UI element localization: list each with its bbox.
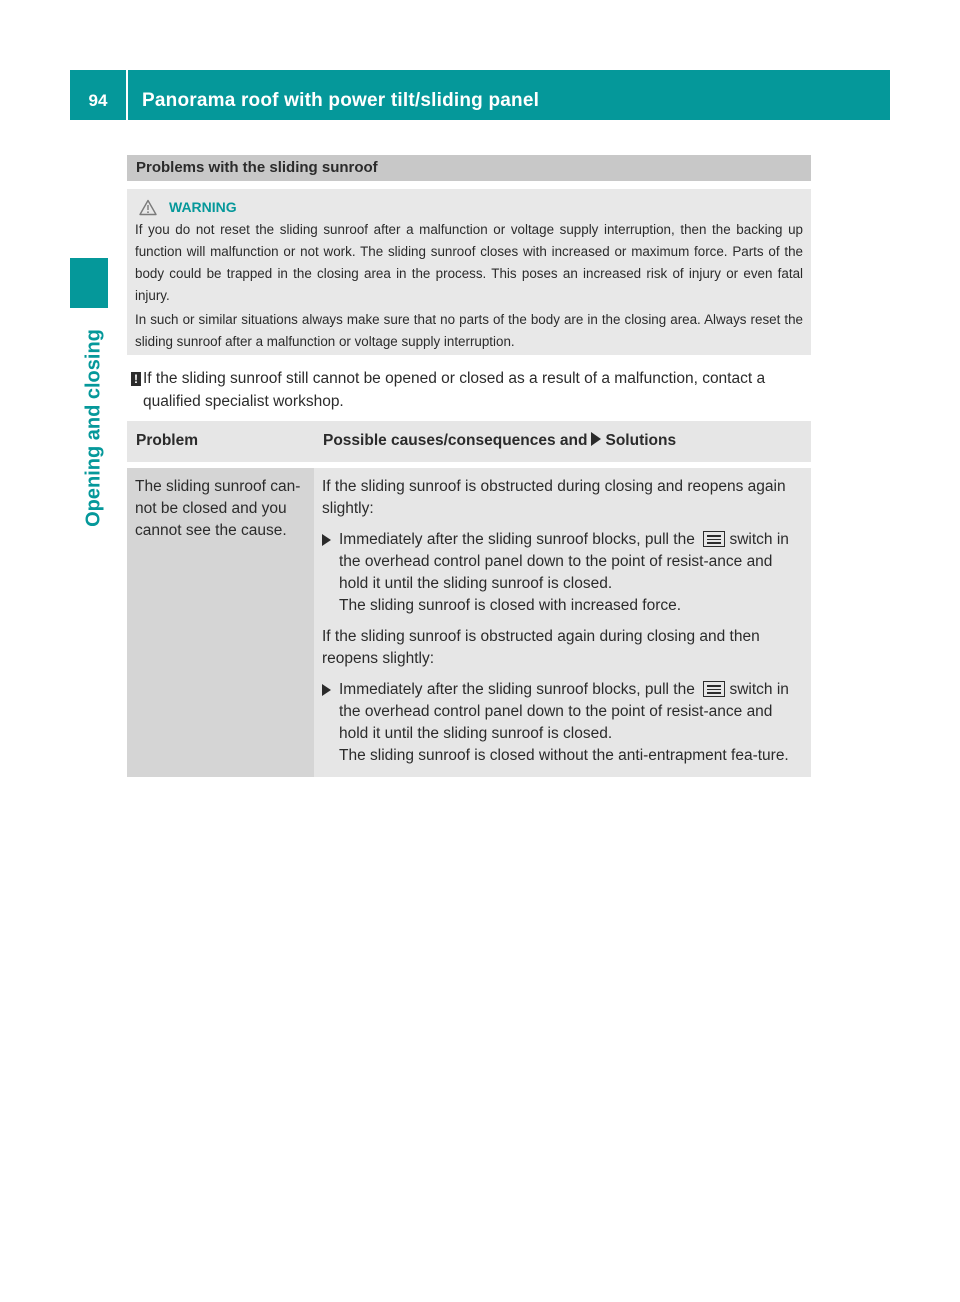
arrow-right-icon bbox=[591, 432, 601, 446]
header-solutions-label: Solutions bbox=[605, 432, 677, 449]
step-2 bbox=[322, 679, 803, 767]
chapter-label-text: Opening and closing bbox=[82, 329, 105, 527]
step-2-text-b: switch in the overhead control panel down to the point of resist-ance and hold it until the sliding sunroof is closed. bbox=[339, 681, 789, 742]
header-causes-label: Possible causes/consequences and bbox=[323, 432, 588, 449]
result-1: The sliding sunroof is closed with increased force. bbox=[339, 597, 682, 614]
warning-title-row bbox=[135, 195, 803, 219]
warning-box bbox=[127, 189, 811, 355]
header-problem-label: Problem bbox=[136, 432, 199, 449]
chapter-tab-marker bbox=[70, 258, 108, 308]
problem-cell bbox=[127, 468, 314, 777]
problems-table bbox=[127, 421, 811, 777]
step-1 bbox=[322, 529, 803, 617]
warning-title: WARNING bbox=[169, 199, 237, 215]
cause-2: If the sliding sunroof is obstructed again during closing and then reopens slightly: bbox=[322, 628, 760, 667]
step-arrow-icon bbox=[322, 684, 331, 696]
warning-paragraph-2: In such or similar situations always make sure that no parts of the body are in the closing area. Always reset the sliding sunroof after a malfunction or voltage supply interruption. bbox=[135, 312, 803, 349]
page-title: Panorama roof with power tilt/sliding panel bbox=[142, 90, 540, 111]
sunroof-switch-icon bbox=[703, 681, 725, 697]
table-header-row bbox=[127, 421, 811, 468]
problem-text: The sliding sunroof can-not be closed and you cannot see the cause. bbox=[135, 478, 301, 539]
page-number: 94 bbox=[88, 91, 108, 110]
warning-paragraph-1: If you do not reset the sliding sunroof after a malfunction or voltage supply interruption, then the backing up function will malfunction or not work. The sliding sunroof closes with increased or maximum force. Parts of the body could be trapped in the closing area in the process. This poses an increased risk of injury or even fatal injury. bbox=[135, 222, 803, 303]
result-2: The sliding sunroof is closed without the anti-entrapment fea-ture. bbox=[339, 747, 789, 764]
solution-cell bbox=[314, 468, 811, 777]
chapter-label bbox=[70, 310, 120, 550]
step-arrow-icon bbox=[322, 534, 331, 546]
notice-text: If the sliding sunroof still cannot be opened or closed as a result of a malfunction, contact a qualified specialist workshop. bbox=[143, 370, 766, 410]
header-causes-solutions bbox=[314, 421, 811, 468]
sunroof-switch-icon bbox=[703, 531, 725, 547]
step-1-text-a: Immediately after the sliding sunroof blocks, pull the bbox=[339, 531, 695, 548]
notice bbox=[127, 367, 811, 413]
header-problem bbox=[127, 421, 314, 468]
exclamation-icon: ! bbox=[131, 372, 141, 386]
step-2-text-a: Immediately after the sliding sunroof blocks, pull the bbox=[339, 681, 695, 698]
cause-1: If the sliding sunroof is obstructed during closing and reopens again slightly: bbox=[322, 478, 786, 517]
table-row bbox=[127, 468, 811, 777]
warning-triangle-icon bbox=[139, 199, 157, 216]
header-divider bbox=[126, 70, 128, 120]
step-1-text-b: switch in the overhead control panel down to the point of resist-ance and hold it until the sliding sunroof is closed. bbox=[339, 531, 789, 592]
section-heading: Problems with the sliding sunroof bbox=[127, 155, 811, 181]
